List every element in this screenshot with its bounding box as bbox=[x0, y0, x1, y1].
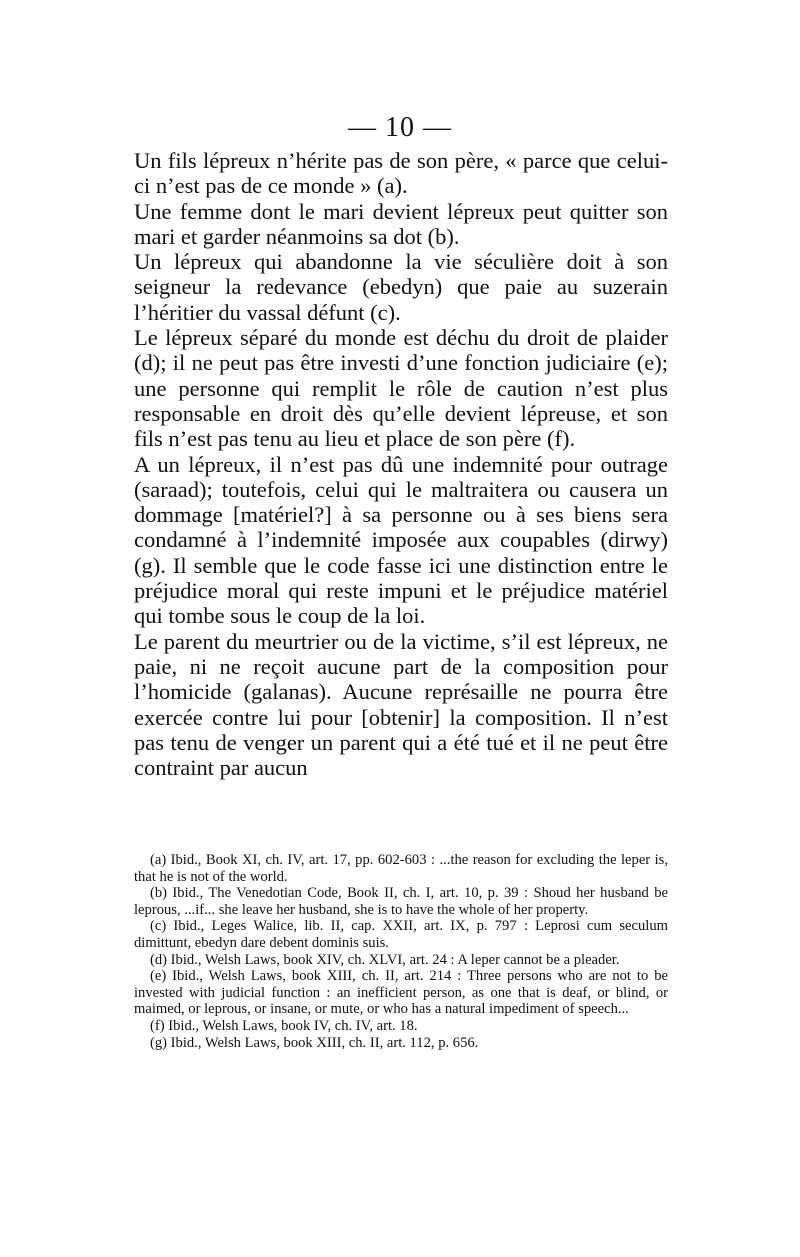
footnote-c: (c) Ibid., Leges Walice, lib. II, cap. XXII, art. IX, p. 797 : Leprosi cum seculum dimittunt, ebedyn dare debent dominis suis. bbox=[134, 918, 668, 951]
paragraph-4: Le lépreux séparé du monde est déchu du droit de plaider (d); il ne peut pas être investi d’une fonction judiciaire (e); une personne qui remplit le rôle de caution n’est plus responsable en droit dès qu’elle devient lépreuse, et son fils n’est pas tenu au lieu et place de son père (f). bbox=[134, 325, 668, 452]
paragraph-1: Un fils lépreux n’hérite pas de son père, « parce que celui-ci n’est pas de ce monde » (a). bbox=[134, 148, 668, 199]
paragraph-2: Une femme dont le mari devient lépreux peut quitter son mari et garder néanmoins sa dot (b). bbox=[134, 198, 668, 249]
footnote-b: (b) Ibid., The Venedotian Code, Book II, ch. I, art. 10, p. 39 : Shoud her husband be leprous, ...if... she leave her husband, she is to have the whole of her property. bbox=[134, 885, 668, 918]
paragraph-5: A un lépreux, il n’est pas dû une indemnité pour outrage (saraad); toutefois, celui qui le maltraitera ou causera un dommage [matériel?] à sa personne ou à ses biens sera condamné à l’indemnité imposée aux coupables (dirwy) (g). Il semble que le code fasse ici une distinction entre le préjudice moral qui reste impuni et le préjudice matériel qui tombe sous le coup de la loi. bbox=[134, 451, 668, 629]
footnote-d: (d) Ibid., Welsh Laws, book XIV, ch. XLVI, art. 24 : A leper cannot be a pleader. bbox=[150, 951, 620, 968]
footnote-e: (e) Ibid., Welsh Laws, book XIII, ch. II, art. 214 : Three persons who are not to be invested with judicial function : an inefficient person, as one that is deaf, or blind, or maimed, or leprous, or insane, or mute, or who has a natural impediment of speech... bbox=[134, 968, 668, 1018]
footnote-f: (f) Ibid., Welsh Laws, book IV, ch. IV, art. 18. bbox=[150, 1017, 418, 1034]
page-number: — 10 — bbox=[348, 112, 452, 143]
paragraph-6: Le parent du meurtrier ou de la victime, s’il est lépreux, ne paie, ni ne reçoit aucune part de la composition pour l’homicide (galanas). Aucune représaille ne pourra être exercée contre lui pour [obtenir] la composition. Il n’est pas tenu de venger un parent qui a été tué et il ne peut être contraint par aucun bbox=[134, 628, 668, 781]
body-text bbox=[134, 148, 668, 780]
footnotes bbox=[134, 852, 668, 1051]
footnote-g: (g) Ibid., Welsh Laws, book XIII, ch. II, art. 112, p. 656. bbox=[150, 1034, 479, 1051]
paragraph-3: Un lépreux qui abandonne la vie séculière doit à son seigneur la redevance (ebedyn) que paie au suzerain l’héritier du vassal défunt (c). bbox=[134, 249, 668, 325]
footnote-a: (a) Ibid., Book XI, ch. IV, art. 17, pp. 602-603 : ...the reason for excluding the leper is, that he is not of the world. bbox=[134, 852, 668, 885]
